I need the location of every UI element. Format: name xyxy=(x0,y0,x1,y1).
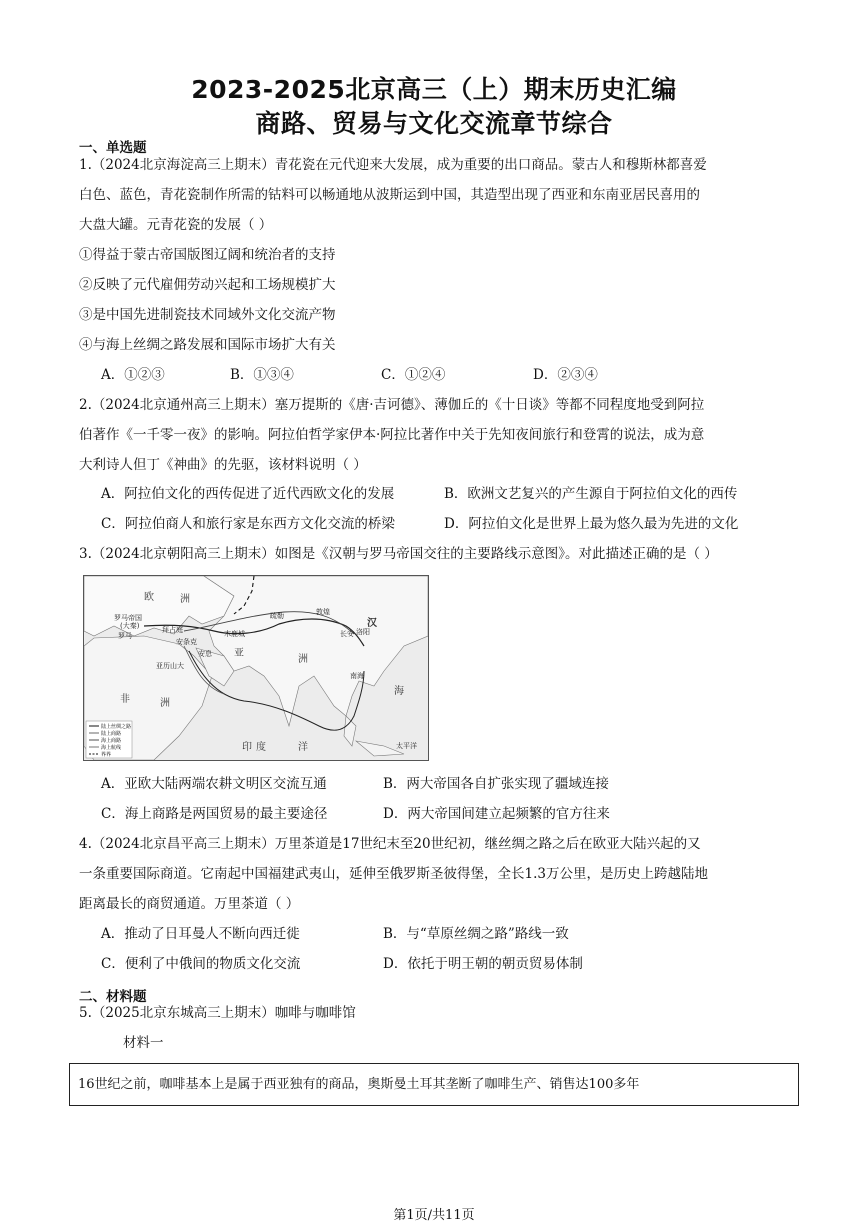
q4-stem-line: 距离最长的商贸通道。万里茶道（ ） xyxy=(79,896,300,912)
q5-material-label: 材料一 xyxy=(123,1035,164,1051)
label-africa-1: 非 xyxy=(120,694,130,705)
label-shule: 疏勒 xyxy=(270,612,284,620)
map-drawing xyxy=(84,576,428,760)
q1-option-c[interactable]: C．①②④ xyxy=(381,367,446,383)
q1-stem-line: 大盘大罐。元青花瓷的发展（ ） xyxy=(79,217,273,233)
q2-option-d[interactable]: D．阿拉伯文化是世界上最为悠久最为先进的文化 xyxy=(444,516,739,532)
q2-stem-line: 大利诗人但丁《神曲》的先驱，该材料说明（ ） xyxy=(79,457,367,473)
q2-stem-line: 伯著作《一千零一夜》的影响。阿拉伯哲学家伊本·阿拉比著作中关于先知夜间旅行和登霄的说法，成为意 xyxy=(79,427,705,443)
han-rome-route-map xyxy=(83,575,429,761)
legend-item: 海上商路 xyxy=(101,738,122,744)
q4-stem-line: 一条重要国际商道。它南起中国福建武夷山，延伸至俄罗斯圣彼得堡，全长1.3万公里，是历史上跨越陆地 xyxy=(79,866,708,882)
legend-item: 陆上丝绸之路 xyxy=(101,724,132,730)
label-luoma: 罗马 xyxy=(118,632,132,640)
label-rome-empire: 罗马帝国 xyxy=(114,614,142,622)
section-heading-material: 二、材料题 xyxy=(79,989,147,1005)
label-rome-sub: (大秦) xyxy=(120,622,140,630)
q3-option-a[interactable]: A．亚欧大陆两端农耕文明区交流互通 xyxy=(101,776,327,792)
q1-statement: ④与海上丝绸之路发展和国际市场扩大有关 xyxy=(79,337,336,353)
q1-option-a[interactable]: A．①②③ xyxy=(101,367,165,383)
q4-option-c[interactable]: C．便利了中俄间的物质文化交流 xyxy=(101,956,301,972)
label-han: 汉 xyxy=(367,618,377,629)
q3-option-b[interactable]: B．两大帝国各自扩张实现了疆域连接 xyxy=(383,776,609,792)
label-nanhai: 南海 xyxy=(350,672,364,680)
q1-statement: ②反映了元代雇佣劳动兴起和工场规模扩大 xyxy=(79,277,336,293)
q3-option-c[interactable]: C．海上商路是两国贸易的最主要途径 xyxy=(101,806,328,822)
label-antioch: 安条克 xyxy=(176,638,197,646)
q2-option-a[interactable]: A．阿拉伯文化的西传促进了近代西欧文化的发展 xyxy=(101,486,395,502)
q4-option-d[interactable]: D．依托于明王朝的朝贡贸易体制 xyxy=(383,956,583,972)
q3-stem-line: 3.（2024北京朝阳高三上期末）如图是《汉朝与罗马帝国交往的主要路线示意图》。对此描述正确的是（ ） xyxy=(79,546,718,562)
label-europe-2: 洲 xyxy=(180,594,190,605)
q2-option-c[interactable]: C．阿拉伯商人和旅行家是东西方文化交流的桥梁 xyxy=(101,516,395,532)
legend-item: 陆上商路 xyxy=(101,731,122,737)
q1-statement: ③是中国先进制瓷技术同域外文化交流产物 xyxy=(79,307,336,323)
q2-stem-line: 2.（2024北京通州高三上期末）塞万提斯的《唐·吉诃德》、薄伽丘的《十日谈》等都不同程度地受到阿拉 xyxy=(79,397,705,413)
q1-option-b[interactable]: B．①③④ xyxy=(230,367,294,383)
material-text: 16世纪之前，咖啡基本上是属于西亚独有的商品，奥斯曼土耳其垄断了咖啡生产、销售达100多年 xyxy=(78,1077,640,1092)
legend-item: 海上航线 xyxy=(101,745,122,751)
label-changan: 长安 xyxy=(340,630,354,638)
q3-option-d[interactable]: D．两大帝国间建立起频繁的官方往来 xyxy=(383,806,610,822)
label-europe-1: 欧 xyxy=(144,592,154,603)
q4-stem-line: 4.（2024北京昌平高三上期末）万里茶道是17世纪末至20世纪初，继丝绸之路之后在欧亚大陆兴起的又 xyxy=(79,836,701,852)
q4-option-b[interactable]: B．与“草原丝绸之路”路线一致 xyxy=(383,926,569,942)
label-asia-2: 洲 xyxy=(298,654,308,665)
legend-item: 界界 xyxy=(101,752,112,758)
page-subtitle: 商路、贸易与文化交流章节综合 xyxy=(255,109,613,138)
label-asia-1: 亚 xyxy=(234,648,244,659)
label-dunhuang: 敦煌 xyxy=(316,608,330,616)
label-byzantium: 拜占庭 xyxy=(162,626,183,634)
label-indian-2: 度 xyxy=(256,742,266,753)
label-sea: 海 xyxy=(394,686,404,697)
q1-stem-line: 白色、蓝色，青花瓷制作所需的钴料可以畅通地从波斯运到中国，其造型出现了西亚和东南亚居民喜用的 xyxy=(79,187,700,203)
label-luoyang: 洛阳 xyxy=(356,628,370,636)
label-pacific: 太平洋 xyxy=(396,742,417,750)
q2-option-b[interactable]: B．欧洲文艺复兴的产生源自于阿拉伯文化的西传 xyxy=(444,486,738,502)
page-title: 2023-2025北京高三（上）期末历史汇编 xyxy=(191,75,677,104)
label-indian-3: 洋 xyxy=(298,742,308,753)
label-persia: 安息 xyxy=(198,650,212,658)
label-alexandria: 亚历山大 xyxy=(156,662,184,670)
label-africa-2: 洲 xyxy=(160,698,170,709)
q5-stem-line: 5.（2025北京东城高三上期末）咖啡与咖啡馆 xyxy=(79,1005,356,1021)
material-box xyxy=(69,1063,799,1106)
label-indian-1: 印 xyxy=(242,742,252,753)
q1-statement: ①得益于蒙古帝国版图辽阔和统治者的支持 xyxy=(79,247,336,263)
section-heading-single-choice: 一、单选题 xyxy=(79,140,147,156)
q1-stem-line: 1.（2024北京海淀高三上期末）青花瓷在元代迎来大发展，成为重要的出口商品。蒙古人和穆斯林都喜爱 xyxy=(79,157,707,173)
label-merv: 木鹿城 xyxy=(224,630,245,638)
map-legend xyxy=(86,721,132,758)
q1-option-d[interactable]: D．②③④ xyxy=(533,367,598,383)
page-footer: 第1页/共11页 xyxy=(393,1208,475,1223)
q4-option-a[interactable]: A．推动了日耳曼人不断向西迁徙 xyxy=(101,926,300,942)
